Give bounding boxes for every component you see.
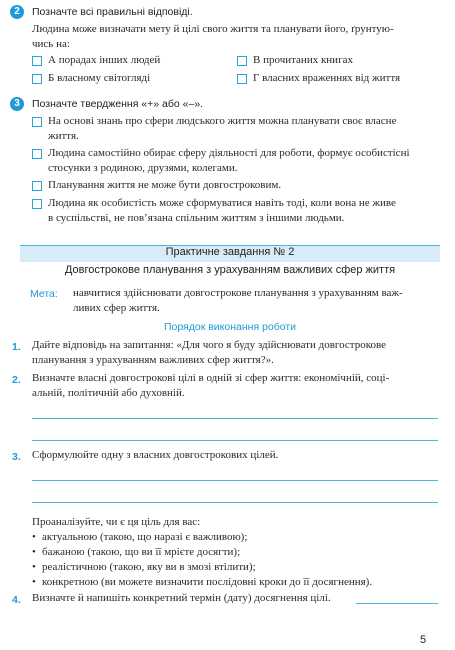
answer-option-b: Б власному світогляді [48,72,151,84]
statement-text: Планування життя не може бути довгостроковим. [48,179,282,191]
statement-text-cont: стосунки з родиною, друзями, колегами. [48,162,238,174]
step-text: Визначте й напишіть конкретний термін (дату) досягнення цілі. [32,592,331,604]
page-number: 5 [420,634,427,646]
goal-text-cont: ливих сфер життя. [73,302,160,314]
step-number: 3. [12,451,21,463]
task-question: Людина може визначати мету й цілі свого життя та планувати його, ґрунтую- [32,23,394,35]
answer-checkbox-c[interactable] [237,56,247,66]
statement-text: Людина як особистість може сформуватися навіть тоді, коли вона не живе [48,197,396,209]
statement-text-cont: в суспільстві, не пов’язана спільним життям з іншими людьми. [48,212,345,224]
statement-text: Людина самостійно обирає сферу діяльності для роботи, формує особистісні [48,147,410,159]
task-heading: Позначте твердження «+» або «–». [32,98,204,110]
procedure-heading: Порядок виконання роботи [163,321,297,333]
step-text: Дайте відповідь на запитання: «Для чого я буду здійснювати довгострокове [32,339,387,351]
answer-line[interactable] [32,480,438,481]
answer-line[interactable] [32,418,438,419]
bullet-item: конкретною (ви можете визначити послідовні кроки до її досягнення). [42,576,373,588]
step-text: Сформулюйте одну з власних довгострокових цілей. [32,449,279,461]
statement-checkbox-4[interactable] [32,199,42,209]
bullet-dot: • [32,576,36,588]
goal-label: Мета: [30,288,58,300]
statement-text: На основі знань про сфери людського життя можна планувати своє власне [48,115,397,127]
answer-checkbox-a[interactable] [32,56,42,66]
answer-checkbox-b[interactable] [32,74,42,84]
answer-option-c: В прочитаних книгах [253,54,353,66]
answer-checkbox-d[interactable] [237,74,247,84]
statement-checkbox-2[interactable] [32,149,42,159]
answer-option-a: А порадах інших людей [48,54,161,66]
bullet-item: реалістичною (такою, яку ви в змозі втілити); [42,561,256,573]
bullet-item: бажаною (такою, що ви її мрієте досягти); [42,546,241,558]
bullet-dot: • [32,546,36,558]
analyze-intro: Проаналізуйте, чи є ця ціль для вас: [32,516,201,528]
statement-text-cont: життя. [48,130,79,142]
step-number: 4. [12,594,21,606]
answer-line[interactable] [32,502,438,503]
bullet-item: актуальною (такою, що наразі є важливою); [42,531,248,543]
statement-checkbox-3[interactable] [32,181,42,191]
bullet-dot: • [32,531,36,543]
step-number: 2. [12,374,21,386]
statement-checkbox-1[interactable] [32,117,42,127]
task-question-cont: чись на: [32,38,70,50]
step-text-cont: альній, політичній або духовній. [32,387,185,399]
task-number-badge: 3 [10,97,24,111]
practical-banner-title: Практичне завдання № 2 [165,246,295,258]
step-text-cont: планування з урахуванням важливих сфер життя?». [32,354,274,366]
answer-line[interactable] [32,440,438,441]
answer-line[interactable] [356,603,438,604]
step-number: 1. [12,341,21,353]
goal-text: навчитися здійснювати довгострокове планування з урахуванням важ- [73,287,403,299]
answer-option-d: Г власних враженнях від життя [253,72,401,84]
bullet-dot: • [32,561,36,573]
practical-title: Довгострокове планування з урахуванням важливих сфер життя [64,264,396,276]
task-number-badge: 2 [10,5,24,19]
task-heading: Позначте всі правильні відповіді. [32,6,193,18]
step-text: Визначте власні довгострокові цілі в одній зі сфер життя: економічній, соці- [32,372,390,384]
